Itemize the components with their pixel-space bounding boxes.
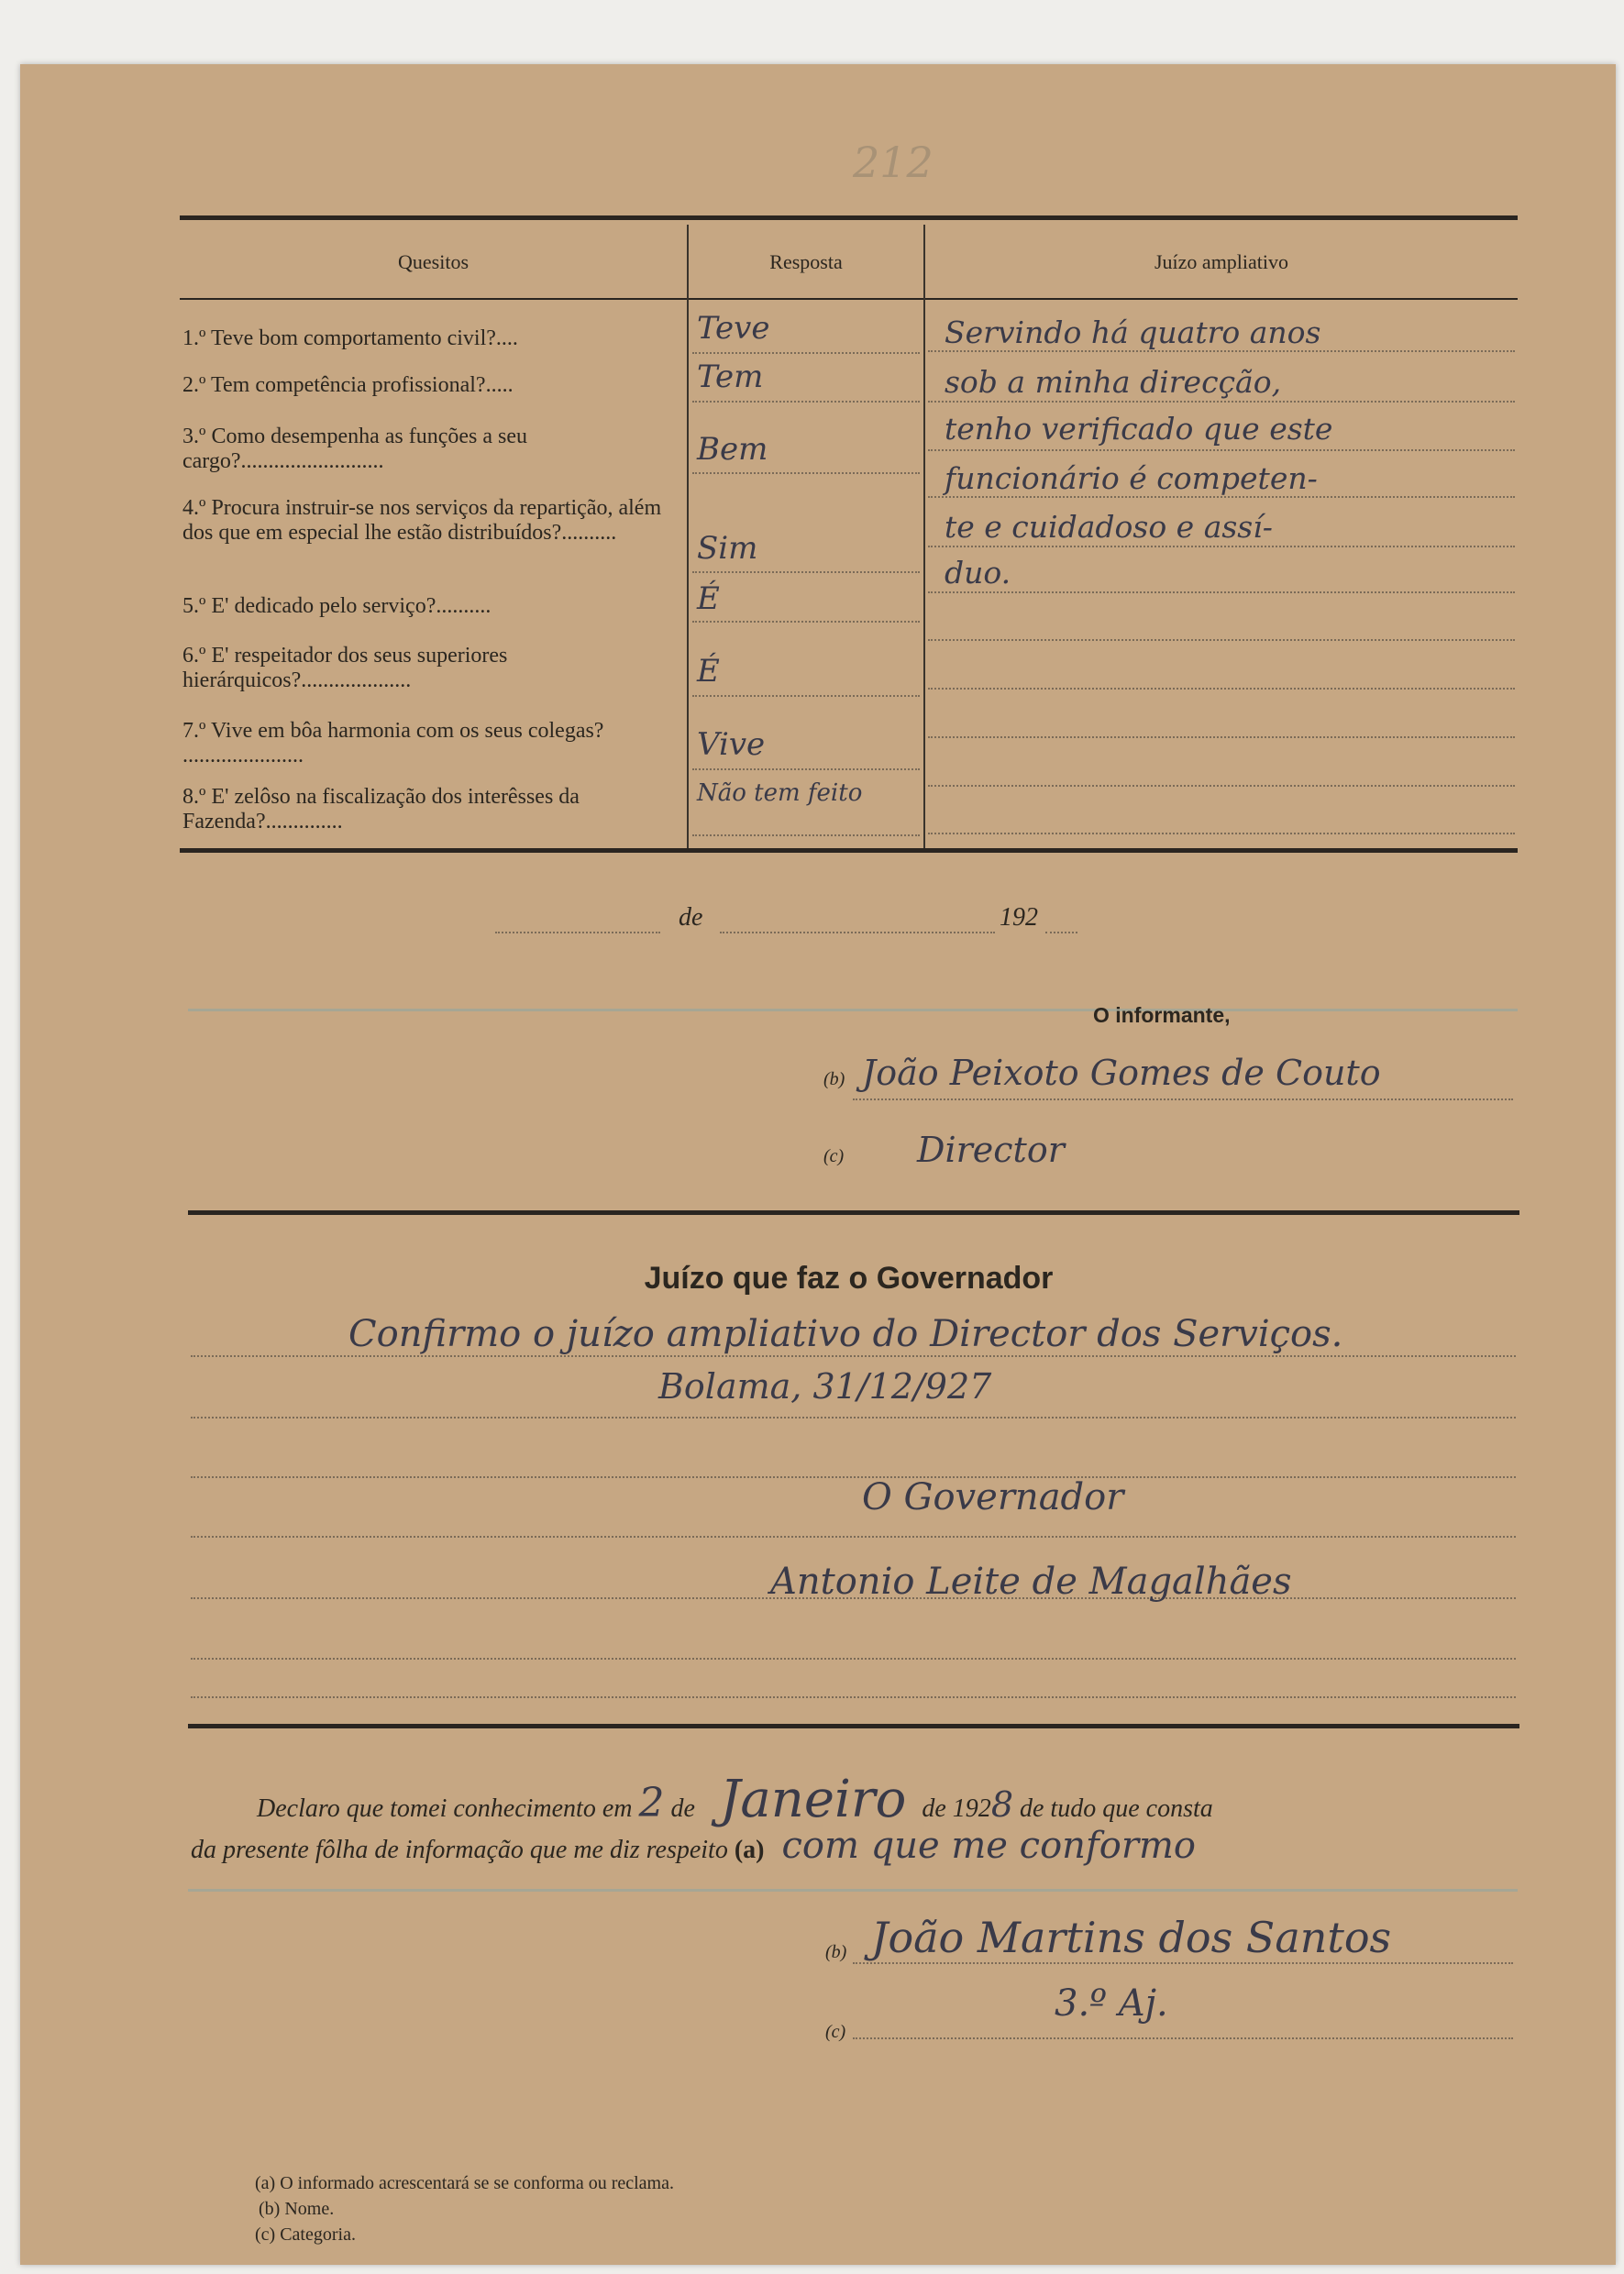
question-8: 8.º E' zelôso na fiscalização dos interêsses da Fazenda?.............. <box>182 785 580 833</box>
answer-2: Tem <box>697 359 764 395</box>
declaration-top-rule <box>188 1724 1519 1728</box>
declaration-suffix: de tudo que consta <box>1020 1794 1213 1823</box>
judgement-line <box>928 401 1515 403</box>
governor-signature: Antonio Leite de Magalhães <box>770 1561 1292 1603</box>
judgement-text-2: sob a minha direcção, <box>945 364 1282 400</box>
month-line <box>720 932 995 933</box>
footnote-c: (c) Categoria. <box>255 2224 356 2245</box>
declaration-line-1 <box>257 1770 1213 1829</box>
informant-signature: João Peixoto Gomes de Couto <box>862 1053 1381 1093</box>
judgement-line <box>928 639 1515 641</box>
question-2: 2.º Tem competência profissional?..... <box>182 373 514 397</box>
archive-number: 212 <box>853 138 934 187</box>
judgement-text-3: tenho verificado que este <box>945 411 1333 447</box>
governor-text-2: Bolama, 31/12/927 <box>658 1366 992 1407</box>
governor-top-rule <box>188 1210 1519 1215</box>
declaration-b-line <box>853 1962 1513 1964</box>
informant-c-label: (c) <box>823 1146 845 1166</box>
table-divider-1 <box>687 225 689 848</box>
table-divider-2 <box>923 225 925 848</box>
declaration-prefix: Declaro que tomei conhecimento em <box>257 1794 633 1823</box>
table-header-rule <box>180 298 1518 300</box>
governor-line <box>191 1476 1516 1478</box>
header-judgement: Juízo ampliativo <box>1154 250 1289 273</box>
governor-line <box>191 1536 1516 1538</box>
judgement-line <box>928 833 1515 834</box>
question-7: 7.º Vive em bôa harmonia com os seus colegas? ...................... <box>182 719 604 767</box>
declaration-category: 3.º Aj. <box>1055 1982 1168 2025</box>
judgement-text-4: funcionário é competen- <box>945 460 1318 496</box>
declaration-de-year: de 192 <box>922 1794 991 1823</box>
declaration-line2-text: da presente fôlha de informação que me diz respeito <box>191 1836 728 1864</box>
judgement-line <box>928 785 1515 787</box>
judgement-line <box>928 449 1515 451</box>
date-year: 192 <box>1000 903 1038 932</box>
declaration-a-text: com que me conformo <box>781 1825 1196 1867</box>
declaration-day: 2 <box>638 1780 665 1827</box>
judgement-text-5: te e cuidadoso e assí- <box>945 509 1273 545</box>
informant-category: Director <box>917 1130 1065 1170</box>
governor-text-3: O Governador <box>862 1476 1124 1518</box>
answer-5: É <box>697 580 720 617</box>
footnote-a: (a) O informado acrescentará se se conforma ou reclama. <box>255 2173 674 2193</box>
declaration-line-2 <box>191 1825 1196 1867</box>
governor-line <box>191 1696 1516 1698</box>
date-de: de <box>679 903 703 932</box>
header-questions: Quesitos <box>398 250 469 273</box>
declaration-c-line <box>853 2037 1513 2039</box>
governor-line <box>191 1355 1516 1357</box>
faint-rule <box>188 1009 1518 1011</box>
answer-8: Não tem feito <box>697 779 863 807</box>
judgement-text-1: Servindo há quatro anos <box>945 315 1321 350</box>
declaration-c-label: (c) <box>825 2022 846 2042</box>
declaration-a-label: (a) <box>734 1836 765 1864</box>
year-line <box>1045 932 1077 933</box>
question-1: 1.º Teve bom comportamento civil?.... <box>182 326 518 350</box>
header-answer: Resposta <box>769 250 843 273</box>
table-top-rule <box>180 215 1518 220</box>
declaration-de: de <box>670 1794 695 1823</box>
declaration-month: Janeiro <box>719 1770 907 1829</box>
faint-rule <box>188 1889 1518 1892</box>
answer-7: Vive <box>697 726 766 763</box>
judgement-line <box>928 736 1515 738</box>
judgement-line <box>928 591 1515 593</box>
table-bottom-rule <box>180 848 1518 853</box>
place-line <box>495 932 660 933</box>
informant-b-line <box>853 1098 1513 1100</box>
answer-4: Sim <box>697 530 758 567</box>
governor-line <box>191 1417 1516 1418</box>
judgement-text-6: duo. <box>945 555 1011 591</box>
answer-6: É <box>697 653 720 690</box>
answer-1: Teve <box>697 310 770 347</box>
declaration-signature: João Martins dos Santos <box>871 1913 1392 1962</box>
question-5: 5.º E' dedicado pelo serviço?.......... <box>182 594 492 618</box>
informant-b-label: (b) <box>823 1069 845 1089</box>
governor-title: Juízo que faz o Governador <box>644 1261 1054 1296</box>
governor-line <box>191 1658 1516 1660</box>
answer-line-8 <box>692 834 920 836</box>
question-4: 4.º Procura instruir-se nos serviços da repartição, além dos que em especial lhe estão distribuídos?.......... <box>182 496 662 545</box>
judgement-line <box>928 688 1515 690</box>
footnote-b: (b) Nome. <box>259 2199 335 2219</box>
question-3: 3.º Como desempenha as funções a seu cargo?.......................... <box>182 425 528 473</box>
judgement-line <box>928 350 1515 352</box>
informant-title: O informante, <box>1093 1003 1231 1027</box>
declaration-b-label: (b) <box>825 1942 847 1962</box>
judgement-line <box>928 546 1515 547</box>
declaration-year-digit: 8 <box>990 1784 1013 1825</box>
judgement-line <box>928 496 1515 498</box>
question-6: 6.º E' respeitador dos seus superiores hierárquicos?.................... <box>182 644 508 692</box>
answer-3: Bem <box>697 431 768 468</box>
governor-text-1: Confirmo o juízo ampliativo do Director dos Serviços. <box>348 1313 1343 1355</box>
